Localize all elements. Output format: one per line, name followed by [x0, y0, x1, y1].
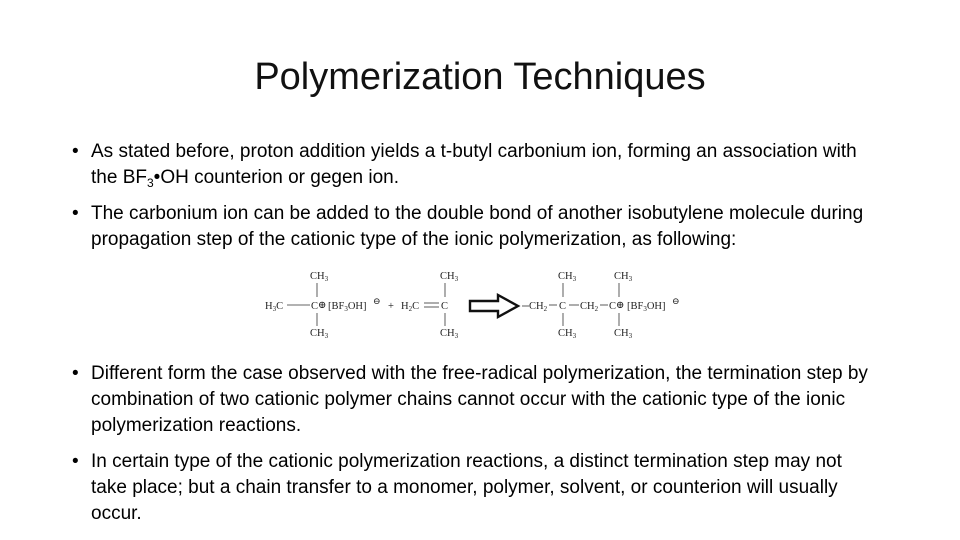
product-methyl-top-1: CH3 — [558, 271, 577, 283]
negative-charge-1: ⊖ — [373, 296, 381, 306]
central-carbon-1: C — [311, 301, 319, 312]
product-methyl-bottom-2: CH3 — [614, 328, 633, 340]
product-carbon-2: C — [609, 301, 617, 312]
bullet-dot: • — [72, 451, 79, 472]
bullet-text-1: As stated before, proton addition yields a t-butyl carbonium ion, forming an association with the $BF_3•OH$ counterion or gegen ion. — [91, 141, 857, 190]
methyl-top-2: CH3 — [440, 271, 459, 283]
methyl-bottom-2: CH3 — [440, 328, 459, 340]
product-methyl-top-2: CH3 — [614, 271, 633, 283]
methyl-left: H3C — [265, 301, 284, 313]
product-methyl-bottom-1: CH3 — [558, 328, 577, 340]
counterion-2: [BF3OH] — [627, 301, 666, 313]
central-carbon-2: C — [441, 301, 449, 312]
bullet-text-2: The carbonium ion can be added to the double bond of another isobutylene molecule during propagation step of the cationic type of the ionic polymerization, as following: — [91, 203, 864, 250]
methyl-bottom-1: CH3 — [310, 328, 329, 340]
bullet-item-3 — [72, 361, 882, 439]
bullet-dot: • — [72, 141, 79, 162]
positive-charge-2: ⊕ — [616, 300, 625, 311]
positive-charge-1: ⊕ — [318, 300, 327, 311]
methylene-h2c: H2C — [401, 301, 420, 313]
bullet-text-3: Different form the case observed with the free-radical polymerization, the termination step by combination of two cationic polymer chains cannot occur with the cationic type of the ionic polymerization reactions. — [91, 363, 868, 436]
bullet-dot: • — [72, 363, 79, 384]
product-methylene-2: CH2 — [580, 301, 599, 313]
bullet-item-2 — [72, 201, 882, 253]
counterion-1: [BF3OH] — [328, 301, 367, 313]
methyl-top-1: CH3 — [310, 271, 329, 283]
bullet-dot: • — [72, 203, 79, 224]
bullet-text-4: In certain type of the cationic polymerization reactions, a distinct termination step may not take place; but a chain transfer to a monomer, polymer, solvent, or counterion will usually occur. — [91, 451, 842, 524]
reaction-arrow-icon — [470, 295, 518, 317]
reaction-equation — [262, 266, 692, 340]
plus-sign: + — [388, 301, 394, 312]
negative-charge-2: ⊖ — [672, 296, 680, 306]
bullet-item-4 — [72, 449, 882, 527]
product-methylene-1: CH2 — [529, 301, 548, 313]
slide-title: Polymerization Techniques — [254, 56, 706, 98]
product-carbon-1: C — [559, 301, 567, 312]
bullet-item-1 — [72, 139, 882, 191]
